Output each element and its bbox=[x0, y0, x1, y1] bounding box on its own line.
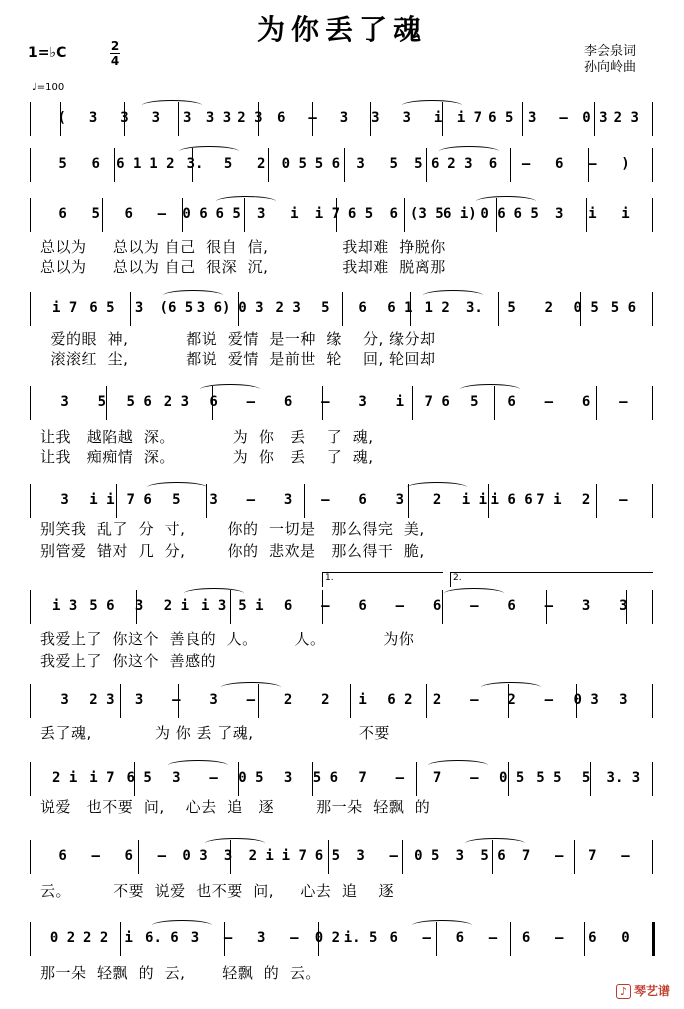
note: 0 3 bbox=[238, 300, 264, 316]
slur-mark bbox=[476, 196, 536, 207]
slur-mark bbox=[481, 682, 541, 693]
note: 5 6 bbox=[480, 848, 506, 864]
note: 6 bbox=[507, 394, 516, 410]
note: 5 bbox=[172, 492, 181, 508]
bar-line bbox=[574, 840, 575, 874]
note: 2 3 bbox=[613, 110, 639, 126]
lyric-line: 我爱上了 你这个 善感的 bbox=[40, 652, 217, 670]
score-system bbox=[22, 482, 662, 522]
note: 3 bbox=[182, 110, 192, 126]
score-system bbox=[22, 573, 662, 628]
note: 6 bbox=[124, 848, 133, 864]
bar-line bbox=[442, 590, 443, 624]
note: 2 3 bbox=[447, 156, 473, 172]
score-system bbox=[22, 290, 662, 330]
bar-line bbox=[130, 292, 131, 326]
note: 3 bbox=[283, 770, 293, 786]
note: 5 bbox=[223, 156, 233, 172]
note: 0 2 bbox=[49, 930, 76, 946]
note: – bbox=[209, 770, 218, 786]
note: 2 bbox=[581, 492, 591, 508]
note: 3 bbox=[402, 110, 411, 126]
bar-line bbox=[652, 148, 653, 182]
note: 7 6 bbox=[126, 492, 152, 508]
bar-line bbox=[510, 148, 511, 182]
note: 2 i bbox=[248, 848, 274, 864]
note: 6 bbox=[124, 206, 133, 222]
time-signature bbox=[110, 40, 120, 67]
bar-line bbox=[652, 198, 653, 232]
note: i bbox=[395, 394, 405, 410]
note: – bbox=[389, 848, 398, 864]
bar-line bbox=[30, 484, 31, 518]
bar-line bbox=[488, 484, 489, 518]
note: i 6 6 bbox=[490, 492, 533, 508]
note: i bbox=[124, 930, 133, 946]
note: 3. bbox=[186, 156, 204, 172]
note: i 3 bbox=[51, 598, 78, 614]
note: 0 2 bbox=[314, 930, 341, 946]
note: i bbox=[358, 692, 367, 708]
note: i 7 bbox=[51, 300, 78, 316]
note: 3 bbox=[88, 110, 98, 126]
lyric-line: 爱的眼 神, 都说 爱情 是一种 缘 分, 缘分却 bbox=[40, 330, 436, 348]
lyric-line: 让我 越陷越 深。 为 你 丢 了 魂, bbox=[40, 428, 374, 446]
note: i bbox=[290, 206, 299, 222]
note: 6 5 bbox=[347, 206, 374, 222]
bar-line bbox=[106, 386, 107, 420]
bar-line bbox=[116, 484, 117, 518]
note: 3 bbox=[527, 110, 537, 126]
note: 6 bbox=[283, 394, 293, 410]
bar-line bbox=[652, 292, 653, 326]
note: – bbox=[321, 598, 330, 614]
note: 2 bbox=[321, 692, 330, 708]
note: 5 bbox=[389, 156, 398, 172]
bar-line bbox=[30, 590, 31, 624]
note: – bbox=[470, 692, 479, 708]
bar-line bbox=[30, 762, 31, 796]
note: – bbox=[555, 848, 564, 864]
note: – bbox=[157, 206, 167, 222]
note: 7 bbox=[521, 848, 531, 864]
bar-line bbox=[402, 840, 403, 874]
note: 3 bbox=[395, 492, 405, 508]
music-note-icon: ♪ bbox=[616, 984, 631, 999]
meter-denominator: 4 bbox=[110, 54, 120, 68]
slur-mark bbox=[460, 384, 520, 395]
note: 0 3 bbox=[573, 692, 599, 708]
note: – bbox=[91, 848, 100, 864]
note: – bbox=[555, 930, 564, 946]
bar-line bbox=[30, 148, 31, 182]
slur-mark bbox=[179, 146, 239, 157]
lyric-line: 别笑我 乱了 分 寸, 你的 一切是 那么得完 美, bbox=[40, 520, 425, 538]
note: 6 bbox=[389, 206, 398, 222]
note: 3. bbox=[465, 300, 483, 316]
score-system bbox=[22, 196, 662, 236]
slur-mark bbox=[184, 588, 244, 599]
note: 0 3 bbox=[182, 848, 208, 864]
note: 2 bbox=[507, 692, 516, 708]
note: 7 bbox=[588, 848, 597, 864]
note: i 7 bbox=[314, 206, 341, 222]
note: 2 bbox=[432, 692, 442, 708]
note: ( bbox=[57, 110, 66, 126]
slur-mark bbox=[412, 920, 472, 931]
note: 3 bbox=[120, 110, 129, 126]
slur-mark bbox=[444, 588, 504, 599]
note: 6 bbox=[581, 394, 591, 410]
slur-mark bbox=[205, 838, 265, 849]
note: – bbox=[488, 930, 498, 946]
lyric-line: 丢了魂, 为 你 丢 了魂, 不要 bbox=[40, 724, 390, 742]
note: 5 6 bbox=[89, 598, 115, 614]
note: 2 bbox=[283, 692, 293, 708]
note: i 7 bbox=[89, 770, 115, 786]
note: 5 bbox=[581, 770, 591, 786]
note: (6 5 bbox=[159, 300, 194, 316]
note: 6 bbox=[58, 848, 67, 864]
note: 6 bbox=[358, 598, 367, 614]
note: 3 6) bbox=[196, 300, 231, 316]
note: 3 bbox=[371, 110, 380, 126]
note: – bbox=[544, 598, 554, 614]
note: 6 1 bbox=[387, 300, 413, 316]
note: 1 2 bbox=[424, 300, 450, 316]
note: 5 6 bbox=[312, 770, 339, 786]
note: – bbox=[559, 110, 568, 126]
note: 2 bbox=[544, 300, 554, 316]
note: – bbox=[172, 692, 181, 708]
note: 6 bbox=[432, 598, 442, 614]
slur-mark bbox=[439, 146, 499, 157]
bar-line bbox=[652, 484, 653, 518]
bar-line bbox=[114, 148, 115, 182]
bar-line bbox=[102, 198, 103, 232]
score-system bbox=[22, 682, 662, 722]
bar-line bbox=[652, 684, 653, 718]
note: 6 bbox=[58, 206, 67, 222]
note: 5 bbox=[91, 206, 100, 222]
note: 3 bbox=[190, 930, 200, 946]
slur-mark bbox=[221, 682, 281, 693]
note: 3 bbox=[455, 848, 465, 864]
bar-line bbox=[652, 840, 653, 874]
song-title: 为你丢了魂 bbox=[256, 13, 427, 46]
lyric-line: 说爱 也不要 问, 心去 追 逐 那一朵 轻飘 的 bbox=[40, 798, 431, 816]
note: 3 bbox=[209, 692, 218, 708]
score-system bbox=[22, 920, 662, 960]
slur-mark bbox=[428, 760, 488, 771]
note: – bbox=[470, 598, 479, 614]
note: 3 bbox=[619, 598, 628, 614]
bar-line bbox=[304, 484, 305, 518]
note: 3 bbox=[134, 692, 144, 708]
score-system bbox=[22, 100, 662, 140]
note: 6 bbox=[455, 930, 465, 946]
bar-line bbox=[30, 684, 31, 718]
note: i bbox=[621, 206, 630, 222]
note: 3 bbox=[619, 692, 628, 708]
note: 0 3 bbox=[582, 110, 608, 126]
note: i bbox=[433, 110, 443, 126]
note: 6 bbox=[555, 156, 564, 172]
note: 6 1 bbox=[116, 156, 142, 172]
note: 0 5 bbox=[573, 300, 599, 316]
note: 5 bbox=[507, 300, 516, 316]
note: 6 5 bbox=[314, 848, 341, 864]
note: – bbox=[321, 394, 330, 410]
note: 3 bbox=[172, 770, 181, 786]
bar-line bbox=[412, 386, 413, 420]
slur-mark bbox=[216, 196, 276, 207]
note: 5 6 bbox=[610, 300, 637, 316]
bar-line bbox=[120, 684, 121, 718]
note: – bbox=[157, 848, 167, 864]
slur-mark bbox=[168, 760, 228, 771]
lyric-line: 总以为 总以为 自己 很深 沉, 我却难 脱离那 bbox=[40, 258, 446, 276]
note: – bbox=[321, 492, 330, 508]
note: – bbox=[223, 930, 233, 946]
note: 3 bbox=[257, 206, 266, 222]
note: 2 bbox=[432, 492, 442, 508]
note: 6 bbox=[91, 156, 100, 172]
note: – bbox=[308, 110, 317, 126]
note: – bbox=[246, 692, 256, 708]
bar-line bbox=[652, 762, 653, 796]
volta-bracket: 2. bbox=[450, 572, 653, 587]
note: 2 3 bbox=[275, 300, 301, 316]
note: – bbox=[621, 848, 630, 864]
tempo-mark: ♩=100 bbox=[32, 82, 65, 93]
note: i. 5 bbox=[343, 930, 378, 946]
note: – bbox=[290, 930, 299, 946]
slur-mark bbox=[200, 384, 260, 395]
note: – bbox=[588, 156, 597, 172]
bar-line bbox=[30, 922, 31, 956]
note: – bbox=[422, 930, 431, 946]
key-signature: 1=♭C bbox=[28, 45, 67, 61]
bar-line bbox=[510, 922, 511, 956]
note: 5 6 bbox=[414, 156, 440, 172]
bar-line bbox=[596, 386, 597, 420]
note: 3 bbox=[257, 930, 266, 946]
slur-mark bbox=[465, 838, 525, 849]
note: 2 3 bbox=[163, 394, 190, 410]
note: 0 6 bbox=[480, 206, 506, 222]
note: 3. 3 bbox=[606, 770, 641, 786]
note: 6 bbox=[488, 156, 498, 172]
slur-mark bbox=[423, 290, 483, 301]
note: 6. 6 bbox=[145, 930, 179, 946]
note: i bbox=[588, 206, 597, 222]
lyricist-credit: 李会泉词 bbox=[583, 44, 636, 59]
bar-line bbox=[138, 840, 139, 874]
note: 6 2 bbox=[387, 692, 413, 708]
bar-line bbox=[416, 762, 417, 796]
note: 6 5 bbox=[513, 206, 539, 222]
note: 5 bbox=[321, 300, 330, 316]
note: 5 6 bbox=[126, 394, 152, 410]
note: 6 bbox=[588, 930, 597, 946]
meter-numerator: 2 bbox=[110, 39, 120, 53]
slur-mark bbox=[407, 482, 467, 493]
note: 5 i bbox=[238, 598, 264, 614]
bar-line bbox=[30, 292, 31, 326]
note: – bbox=[544, 692, 554, 708]
note: 5 6 bbox=[314, 156, 341, 172]
note: 6 bbox=[521, 930, 531, 946]
bar-line bbox=[652, 386, 653, 420]
score-system bbox=[22, 760, 662, 800]
watermark-text: 琴艺谱 bbox=[633, 984, 670, 998]
note: 3 bbox=[283, 492, 293, 508]
note: 3 bbox=[134, 598, 144, 614]
note: – bbox=[246, 492, 256, 508]
note: 0 bbox=[621, 930, 630, 946]
lyric-line: 云。 不要 说爱 也不要 问, 心去 追 逐 bbox=[40, 882, 394, 900]
score-system bbox=[22, 384, 662, 424]
slur-mark bbox=[152, 920, 212, 931]
note: 0 5 bbox=[238, 770, 264, 786]
note: 3 bbox=[339, 110, 349, 126]
note: 6 bbox=[358, 300, 367, 316]
note: 1 2 bbox=[149, 156, 175, 172]
note: – bbox=[619, 492, 628, 508]
note: 6 5 bbox=[126, 770, 152, 786]
bar-line bbox=[426, 684, 427, 718]
note: 3 bbox=[60, 394, 69, 410]
note: 3 bbox=[356, 156, 365, 172]
note: 0 5 bbox=[414, 848, 440, 864]
bar-line bbox=[586, 198, 587, 232]
note: 3 bbox=[555, 206, 564, 222]
bar-line bbox=[342, 292, 343, 326]
note: 0 6 bbox=[182, 206, 208, 222]
note: 2 3 bbox=[237, 110, 263, 126]
bar-line bbox=[652, 590, 653, 624]
note: 5 5 bbox=[536, 770, 562, 786]
note: 6 i) bbox=[443, 206, 477, 222]
note: i 7 bbox=[456, 110, 483, 126]
lyric-line: 我爱上了 你这个 善良的 人。 人。 为你 bbox=[40, 630, 415, 648]
note: 6 bbox=[358, 492, 367, 508]
bar-line bbox=[120, 922, 121, 956]
note: 6 5 bbox=[488, 110, 514, 126]
note: 2 2 bbox=[83, 930, 109, 946]
lyric-line: 让我 痴痴情 深。 为 你 丢 了 魂, bbox=[40, 448, 374, 466]
lyric-line: 滚滚红 尘, 都说 爱情 是前世 轮 回, 轮回却 bbox=[40, 350, 436, 368]
slur-mark bbox=[163, 290, 223, 301]
note: 3 bbox=[356, 848, 365, 864]
bar-line bbox=[404, 198, 405, 232]
bar-line bbox=[344, 148, 345, 182]
note: 5 bbox=[58, 156, 67, 172]
note: 2 3 bbox=[89, 692, 115, 708]
note: 2 bbox=[257, 156, 266, 172]
note: 3 bbox=[358, 394, 367, 410]
note: 3 bbox=[134, 300, 144, 316]
note: – bbox=[395, 598, 405, 614]
note: 3 bbox=[581, 598, 591, 614]
note: 3 bbox=[223, 848, 233, 864]
note: i 3 bbox=[200, 598, 227, 614]
note: – bbox=[246, 394, 256, 410]
note: 0 5 bbox=[498, 770, 525, 786]
note: 7 6 bbox=[424, 394, 450, 410]
bar-line bbox=[652, 102, 653, 136]
note: 3 bbox=[60, 692, 69, 708]
bar-line bbox=[268, 148, 269, 182]
note: – bbox=[619, 394, 628, 410]
slur-mark bbox=[142, 100, 202, 111]
note: 6 bbox=[283, 598, 293, 614]
slur-mark bbox=[147, 482, 207, 493]
bar-line bbox=[350, 684, 351, 718]
note: 2 i bbox=[51, 770, 78, 786]
bar-line bbox=[30, 198, 31, 232]
bar-line bbox=[596, 484, 597, 518]
note: 7 i bbox=[536, 492, 562, 508]
bar-line bbox=[30, 102, 31, 136]
bar-line bbox=[30, 840, 31, 874]
note: 3 bbox=[151, 110, 160, 126]
note: – bbox=[521, 156, 531, 172]
note: 6 bbox=[277, 110, 286, 126]
note: i 7 bbox=[281, 848, 307, 864]
score-system bbox=[22, 838, 662, 878]
bar-line bbox=[30, 386, 31, 420]
note: 6 5 bbox=[89, 300, 115, 316]
bar-line bbox=[522, 102, 523, 136]
note: ) bbox=[621, 156, 630, 172]
note: 6 bbox=[389, 930, 398, 946]
lyric-line: 别管爱 错对 几 分, 你的 悲欢是 那么得干 脆, bbox=[40, 542, 425, 560]
note: 0 5 bbox=[281, 156, 307, 172]
note: 5 bbox=[97, 394, 107, 410]
note: 7 bbox=[432, 770, 442, 786]
note: 7 bbox=[358, 770, 367, 786]
volta-bracket: 1. bbox=[322, 572, 443, 587]
note: 6 bbox=[507, 598, 516, 614]
bar-line bbox=[498, 292, 499, 326]
lyric-line: 那一朵 轻飘 的 云, 轻飘 的 云。 bbox=[40, 964, 321, 982]
note: – bbox=[544, 394, 554, 410]
watermark-logo bbox=[616, 982, 670, 999]
score-system bbox=[22, 146, 662, 186]
note: 3 bbox=[209, 492, 218, 508]
slur-mark bbox=[402, 100, 462, 111]
note: 6 5 bbox=[215, 206, 241, 222]
note: 3 3 bbox=[205, 110, 232, 126]
note: 6 bbox=[209, 394, 218, 410]
lyric-line: 总以为 总以为 自己 很自 信, 我却难 挣脱你 bbox=[40, 238, 446, 256]
note: 3 bbox=[60, 492, 69, 508]
note: 2 i bbox=[163, 598, 190, 614]
note: – bbox=[470, 770, 479, 786]
composer-credit: 孙向岭曲 bbox=[583, 60, 636, 75]
note: (3 5 bbox=[409, 206, 444, 222]
bar-line bbox=[652, 922, 655, 956]
note: – bbox=[395, 770, 405, 786]
note: i i bbox=[89, 492, 115, 508]
bar-line bbox=[584, 922, 585, 956]
note: 5 bbox=[470, 394, 479, 410]
note: i i bbox=[461, 492, 488, 508]
